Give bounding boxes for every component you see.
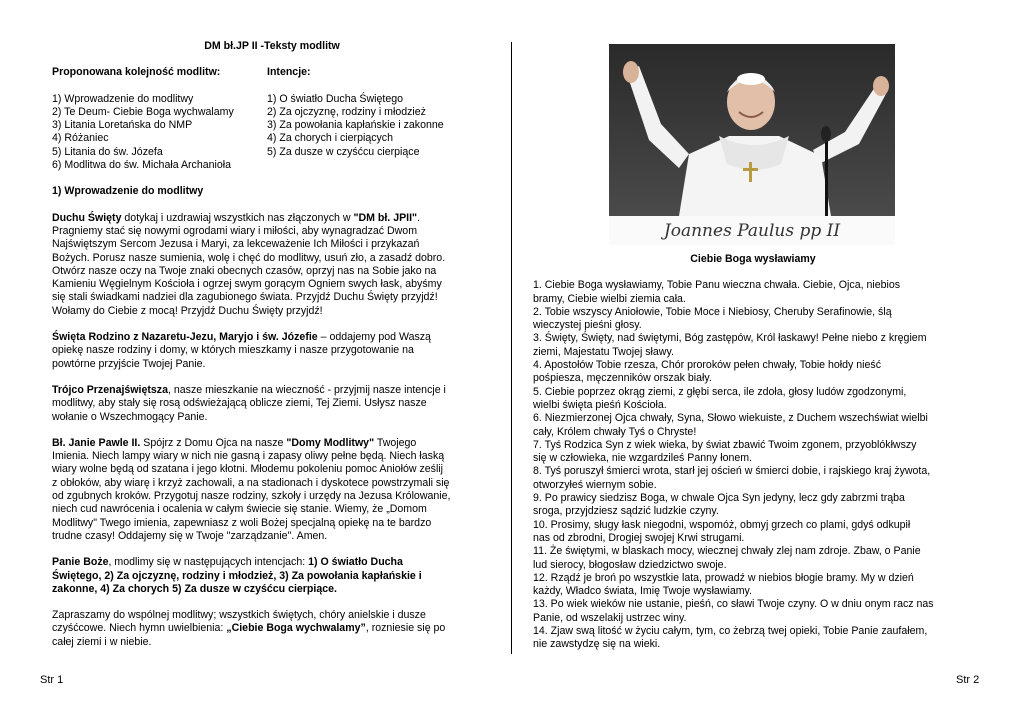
text-span: , rozniesie się po xyxy=(365,622,446,635)
hymn-line: sroga, przyjdziesz sądzić ludzkie czyny. xyxy=(533,505,719,518)
paragraph-trinity xyxy=(52,384,492,424)
bold-phrase: "DM bł. JPII" xyxy=(353,211,418,224)
hymn-line: 13. Po wiek wieków nie ustanie, pieśń, co sławi Twoje czyny. O w dniu onym racz nas xyxy=(533,598,934,611)
text-line: modlitwy, aby stały się rosą odświeżającą oblicze ziemi, Tej Ziemi. Usłysz nasze xyxy=(52,397,427,410)
bold-phrase: Panie Boże xyxy=(52,556,109,569)
hymn-line: 12. Rządź je broń po wszystkie lata, prowadź w niebios błogie bramy. My w dzień xyxy=(533,571,914,584)
hymn-line: otworzyłeś wiernym sobie. xyxy=(533,478,657,491)
hymn-line: cały, Królem chwały Tyś o Chryste! xyxy=(533,425,697,438)
order-item: 6) Modlitwa do św. Michała Archanioła xyxy=(52,159,232,172)
hymn-line: pośpiesza, męczenników orszak biały. xyxy=(533,372,712,385)
paragraph-holy-spirit: Duchu Święty dotykaj i uzdrawiaj wszystkich nas złączonych w "DM bł. JPII". Pragniemy stać się nowymi ogrodami wiary i miłości, aby wynagradzać Dwom Najświętszym Sercom Jezusa i Maryi, za lekceważenie Ich Miłości i przykazań Bożych. Porusz nasze sumienia, wolę i chęć do modlitwy, usuń zło, a zasadź dobro. Otwórz nasze oczy na Twoje znaki obecnych czasów, oprzyj nas na Sobie jako na Kamieniu Węgielnym Kościoła i ogrzej swym gorącym Ogniem swych łask, abyśmy się stali świadkami nadziei dla zagubionego świata. Przyjdź Duchu Święty przyjdź! Wołamy do Ciebie z mocą! Przyjdź Duchu Święty przyjdź! xyxy=(52,212,492,318)
bold-phrase: Święta Rodzino z Nazaretu-Jezu, Maryjo i św. Józefie xyxy=(52,331,318,344)
text-span: – oddajemy pod Waszą xyxy=(317,331,431,344)
intention-item: 3) Za powołania kapłańskie i zakonne xyxy=(267,119,444,132)
text-line: Otwórz nasze oczy na Twoje znaki obecnych czasów, oprzyj nas na Sobie jako na xyxy=(52,264,437,277)
text-line: opiekę nasze rodziny i domy, w których mieszkamy i nasze przygotowanie na xyxy=(52,344,414,357)
hymn-line: 8. Tyś poruszył śmierci wrota, starł jej oścień w śmierci dobie, i rajskiego kraj żywota, xyxy=(533,465,931,478)
hymn-line: nas od zbrodni, Drogiej swojej Krwi strugami. xyxy=(533,531,745,544)
text-line: od zgubnych kroków. Przygotuj nasze rodziny, szkoły i urzędy na Jezusa Królowanie, xyxy=(52,490,451,503)
hymn-line: 7. Tyś Rodzica Syn z wiek wieka, by świat zbawić Twoim zgonem, przyoblókłwszy xyxy=(533,438,917,451)
section-heading: 1) Wprowadzenie do modlitwy xyxy=(52,185,204,198)
hymn-line: 2. Tobie wszyscy Aniołowie, Tobie Moce i Niebiosy, Cheruby Serafinowie, ślą xyxy=(533,305,892,318)
text-span: dotykaj i uzdrawiaj wszystkich nas złączonych w xyxy=(121,211,354,224)
hymn-line: bramy, Ciebie wielbi ziemia cała. xyxy=(533,292,686,305)
page-number-right: Str 2 xyxy=(956,674,980,686)
text-line: Zapraszamy do wspólnej modlitwy; wszystkich świętych, chóry anielskie i dusze xyxy=(52,609,426,622)
text-span: Spójrz z Domu Ojca na nasze xyxy=(140,436,287,449)
hymn-line: 3. Święty, Święty, nad świętymi, Bóg zastępów, Król łaskawy! Pełne niebo z kręgiem xyxy=(533,332,927,345)
order-item: 5) Litania do św. Józefa xyxy=(52,145,163,158)
text-line: Najświętszym Sercom Jezusa i Maryi, za lekceważenie Ich Miłości i przykazań xyxy=(52,238,420,251)
text-line: Bożych. Porusz nasze sumienia, wolę i chęć do modlitwy, usuń zło, a zasadź dobro. xyxy=(52,251,446,264)
text-line: Pragniemy stać się nowymi ogrodami wiary i miłości, aby wynagradzać Dwom xyxy=(52,224,418,237)
text-line: zakonne, 4) Za chorych 5) Za dusze w czyśćcu cierpiące. xyxy=(52,582,337,595)
order-item: 2) Te Deum- Ciebie Boga wychwalamy xyxy=(52,105,234,118)
paragraph-intentions xyxy=(52,556,492,596)
text-line: trudne czasy! Oddajemy się w Twoje "zarządzanie". Amen. xyxy=(52,529,328,542)
prayer-plan xyxy=(52,66,492,172)
order-item: 4) Różaniec xyxy=(52,132,109,145)
order-item: 1) Wprowadzenie do modlitwy xyxy=(52,92,194,105)
text-line: Świętego, 2) Za ojczyznę, rodziny i młodzież, 3) Za powołania kapłańskie i xyxy=(52,569,422,582)
hymn-line: Panie, od wszelakij ustrzec winy. xyxy=(533,611,687,624)
bold-phrase: Duchu Święty xyxy=(52,211,122,224)
hymn-line: 9. Po prawicy siedzisz Boga, w chwale Ojca Syn jedyny, lecz gdy zabrzmi trąba xyxy=(533,492,905,505)
hymn-line: 1. Ciebie Boga wysławiamy, Tobie Panu wieczna chwała. Ciebie, Ojca, niebios xyxy=(533,279,901,292)
paragraph-holy-family xyxy=(52,331,492,371)
text-span: , nasze mieszkanie na wieczność - przyjmij nasze intencje i xyxy=(168,383,446,396)
text-line: Imienia. Niech lampy wiary w nich nie gasną i zapasy oliwy pełne będą. Niech łaską xyxy=(52,450,445,463)
text-span: , modlimy się w następujących intencjach: xyxy=(108,556,309,569)
hymn-line: ziemi, Majestatu Twojej sławy. xyxy=(533,345,674,358)
bold-phrase: 1) O światło Ducha xyxy=(308,556,403,569)
bold-phrase: Bł. Janie Pawle II. xyxy=(52,436,141,449)
page-divider xyxy=(511,42,512,654)
text-line: całej ziemi i w niebie. xyxy=(52,635,152,648)
bold-phrase: "Domy Modlitwy" xyxy=(286,436,375,449)
text-line: Kamieniu Węgielnym Kościoła i ogrzej swym gorącym Ogniem swych łask, abyśmy xyxy=(52,278,442,291)
order-header: Proponowana kolejność modlitw: xyxy=(52,66,221,79)
text-line: wiary wolne będą od szatana i jego kłotni. Młodemu pokoleniu pomoc Aniołów ześlij xyxy=(52,463,444,476)
text-line: Wołamy do Ciebie z mocą! Przyjdź Duchu Święty przyjdź! xyxy=(52,304,323,317)
signature-text: Joannes Paulus pp II xyxy=(663,221,841,241)
left-page xyxy=(52,40,492,649)
order-item: 3) Litania Loretańska do NMP xyxy=(52,119,193,132)
intention-item: 5) Za dusze w czyśćcu cierpiące xyxy=(267,145,420,158)
hymn-line: 6. Niezmierzonej Ojca chwały, Syna, Słowo wiekuiste, z Duchem wszechświat wielbi xyxy=(533,412,928,425)
paragraph-invitation xyxy=(52,609,492,649)
text-span: Twojego xyxy=(374,436,417,449)
hymn-line: 5. Ciebie poprzez okrąg ziemi, z głębi serca, ile zdoła, głosy ludów zgodzonymi, xyxy=(533,385,907,398)
intention-item: 1) O światło Ducha Świętego xyxy=(267,92,404,105)
text-line: Modlitwy" Twego imienia, zapewniasz z woli Bożej specjalną opiekę na te bardzo xyxy=(52,516,432,529)
intention-item: 4) Za chorych i cierpiących xyxy=(267,132,393,145)
page-number-left: Str 1 xyxy=(40,674,64,686)
text-line: wołanie o Wszechmogący Panie. xyxy=(52,410,208,423)
paragraph-john-paul xyxy=(52,437,492,543)
text-line: niech cud nawrócenia i ocalenia w całym świecie się stanie. Wiemy, że „Domom xyxy=(52,503,427,516)
hymn-text xyxy=(533,279,973,651)
intention-item: 2) Za ojczyznę, rodziny i młodzież xyxy=(267,105,426,118)
hymn-line: 11. Że świętymi, w blaskach mocy, wiecznej chwały zlej nam zdroje. Zbaw, o Panie xyxy=(533,545,921,558)
hymn-title: Ciebie Boga wysławiamy xyxy=(690,253,816,265)
hymn-line: nie zawstydzę się na wieki. xyxy=(533,638,661,651)
text-line: z obłoków, aby wiarę i krzyż zachowali, a na stadionach i dyskotece powstrzymali się xyxy=(52,476,450,489)
hymn-line: 10. Prosimy, sługy łask niegodni, wspomóż, obmyj grzech co plami, gdyś odkupił xyxy=(533,518,911,531)
hymn-line: 14. Zjaw swą litość w życiu całym, tym, co żebrzą twej opieki, Tobie Panie zaufałem, xyxy=(533,625,928,638)
hymn-line: każdy, Władco świata, Imię Twoje wysławiamy. xyxy=(533,585,753,598)
hymn-line: 4. Apostołów Tobie rzesza, Chór proroków pełen chwały, Tobie hołdy nieść xyxy=(533,359,882,372)
bold-phrase: „Ciebie Boga wychwalamy” xyxy=(226,622,366,635)
hymn-line: wielbi święta pieśń Kościoła. xyxy=(533,398,667,411)
right-page xyxy=(533,40,973,652)
document-title: DM bł.JP II -Teksty modlitw xyxy=(204,40,340,52)
text-line: się stali świadkami nadziei dla zagubionego świata. Przyjdź Duchu Święty przyjdź! xyxy=(52,291,438,304)
hymn-line: lud sierocy, błogosław dziedzictwo swoje. xyxy=(533,558,727,571)
bold-phrase: Trójco Przenajświętsza xyxy=(52,383,168,396)
text-span: czyśćcowe. Niech hymn uwielbienia: xyxy=(52,622,227,635)
intentions-header: Intencje: xyxy=(267,66,311,79)
hymn-line: wieczystej pieśni głosy. xyxy=(533,319,642,332)
text-line: powtórne przyjście Twojej Panie. xyxy=(52,357,206,370)
hymn-line: się w człowieka, nie wzgardzileś Panny łonem. xyxy=(533,452,753,465)
